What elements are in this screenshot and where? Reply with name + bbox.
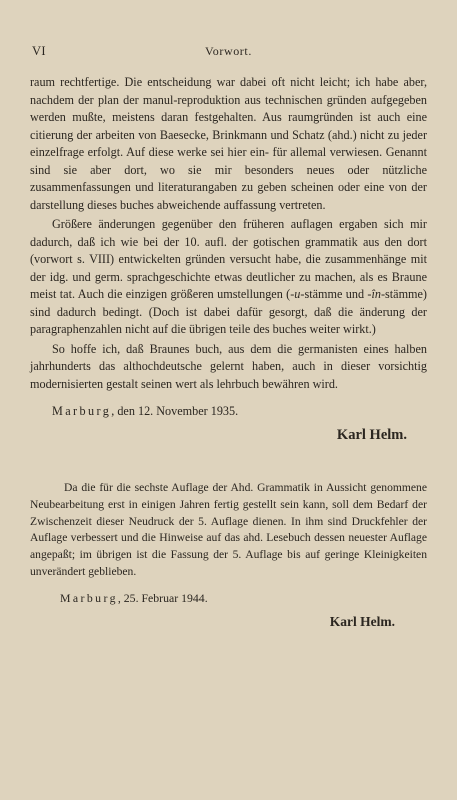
dateline-date: , den 12. November 1935. [111, 404, 239, 418]
paragraph-2: Größere änderungen gegenüber den früheren auflagen ergaben sich mir dadurch, daß ich wie bei der 10. aufl. der gotischen grammatik aus den dort (vorwort s. VIII) entwickelten gründen versucht habe, die zusammenhänge mit der idg. und germ. sprachgeschichte etwas deutlicher zu machen, als es Braune meist tat. Auch die einzigen größeren umstellungen (-u-stämme und -în-stämme) sind dadurch bedingt. (Doch ist dabei dafür gesorgt, daß die änderung der paragraphenzahlen nicht auf die übrigen teile des buches weiter wirkt.) [30, 217, 427, 336]
page-number: VI [32, 44, 46, 58]
signature-2: Karl Helm. [329, 613, 395, 629]
dateline [30, 404, 427, 419]
preface-body [30, 74, 427, 393]
paragraph-3: So hoffe ich, daß Braunes buch, aus dem die germanisten eines halben jahrhunderts das althochdeutsche gelernt haben, auch in dieser vorsichtig modernisierten gestalt seinen wert als lehrbuch bewähren wird. [30, 341, 427, 391]
paragraph-1: raum rechtfertige. Die entscheidung war dabei oft nicht leicht; ich habe aber, nachdem der plan der manul-reproduktion aus technischen gründen aufgegeben werden mußte, meistens daran festgehalten. Aus raumgründen ist auch eine citierung der arbeiten von Baesecke, Brinkmann und Schatz (ahd.) nicht zu jeder einzelfrage erfolgt. Auf diese werke sei hier ein- für allemal verwiesen. Genannt sind sie aber dort, wo sie mir besonders neues oder nützliche zusammenfassungen und literaturangaben zu geben scheinen oder eine von der darstellung dieses buches abweichende auffassung vertreten. [30, 75, 427, 212]
dateline-place: Marburg [52, 404, 112, 418]
running-head: Vorwort. [205, 44, 252, 58]
dateline-2-place: Marburg [60, 590, 118, 605]
italic-term: -în [367, 287, 381, 301]
dateline-2-date: , 25. Februar 1944. [117, 590, 208, 605]
signature: Karl Helm. [336, 427, 407, 443]
addendum-paragraph: Da die für die sechste Auflage der Ahd. Grammatik in Aussicht genommene Neubearbeitung erst in einigen Jahren fertig gestellt sein kann, soll dem Bedarf der Zwischenzeit dieser Neudruck der 5. Auflage dienen. In ihm sind Druckfehler der Auflage verbessert und die Hinweise auf das ahd. Lesebuch dessen neuester Auflage angepaßt; im übrigen ist die Fassung der 5. Auflage bis auf geringe Kleinigkeiten unverändert geblieben. [30, 481, 427, 578]
page-header [30, 44, 427, 62]
italic-term: -u [290, 287, 301, 301]
addendum [30, 480, 427, 581]
dateline-2 [30, 591, 427, 606]
